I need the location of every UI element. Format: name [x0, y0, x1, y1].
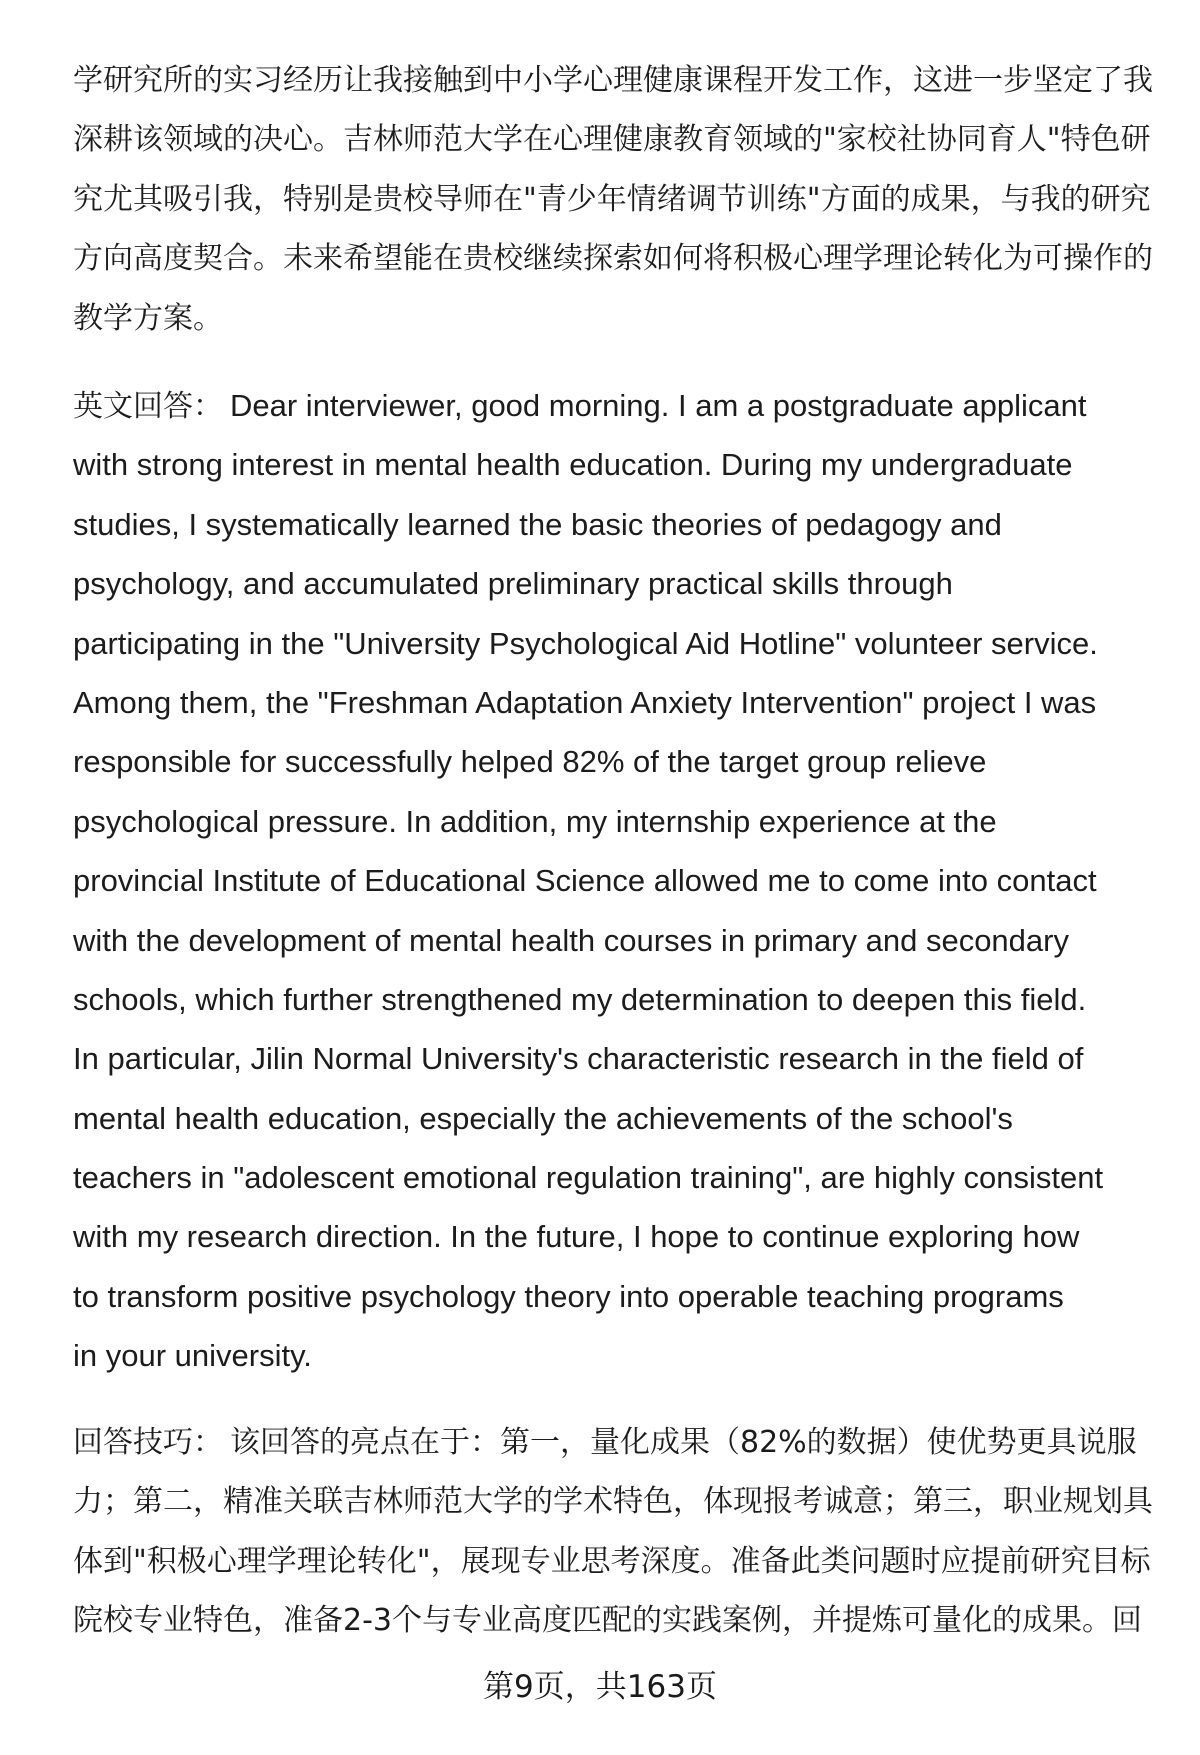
text-line — [73, 376, 1173, 435]
text-line: In particular, Jilin Normal University's characteristic research in the field of — [73, 1041, 1084, 1077]
text-line: with my research direction. In the future, I hope to continue exploring how — [73, 1219, 1080, 1255]
text-line: schools, which further strengthened my determination to deepen this field. — [73, 981, 1087, 1017]
text-line: mental health education, especially the achievements of the school's — [73, 1100, 1013, 1136]
text-line: 方向高度契合。未来希望能在贵校继续探索如何将积极心理学理论转化为可操作的 — [73, 241, 1153, 277]
text-line: 教学方案。 — [73, 300, 223, 336]
text-line: with strong interest in mental health education. During my undergraduate — [73, 447, 1073, 483]
text-line: provincial Institute of Educational Science allowed me to come into contact — [73, 863, 1097, 899]
text-line: 力；第二，精准关联吉林师范大学的学术特色，体现报考诚意；第三，职业规划具 — [73, 1484, 1153, 1520]
text-line: 体到"积极心理学理论转化"，展现专业思考深度。准备此类问题时应提前研究目标 — [73, 1543, 1151, 1579]
text-line: studies, I systematically learned the basic theories of pedagogy and — [73, 506, 1002, 542]
text-line: psychology, and accumulated preliminary practical skills through — [73, 566, 953, 602]
text-line: teachers in "adolescent emotional regulation training", are highly consistent — [73, 1160, 1104, 1196]
text-line: Among them, the "Freshman Adaptation Anxiety Intervention" project I was — [73, 684, 1097, 720]
text-line: participating in the "University Psychological Aid Hotline" volunteer service. — [73, 625, 1098, 661]
text-line: psychological pressure. In addition, my internship experience at the — [73, 803, 997, 839]
text-line: with the development of mental health courses in primary and secondary — [73, 922, 1069, 958]
text-line: 深耕该领域的决心。吉林师范大学在心理健康教育领域的"家校社协同育人"特色研 — [73, 122, 1151, 158]
text-line: 学研究所的实习经历让我接触到中小学心理健康课程开发工作，这进一步坚定了我 — [73, 63, 1153, 98]
text-line: responsible for successfully helped 82% of the target group relieve — [73, 744, 987, 780]
text-line: to transform positive psychology theory into operable teaching programs — [73, 1278, 1064, 1314]
paragraph-chinese-continuation — [73, 51, 1173, 348]
english-answer-label: 英文回答： — [73, 389, 223, 424]
text-line: 院校专业特色，准备2-3个与专业高度匹配的实践案例，并提炼可量化的成果。回 — [73, 1603, 1142, 1639]
answer-tips-label: 回答技巧： — [73, 1425, 223, 1460]
text-line: 究尤其吸引我，特别是贵校导师在"青少年情绪调节训练"方面的成果，与我的研究 — [73, 181, 1151, 217]
page-number-footer: 第9页，共163页 — [483, 1669, 717, 1705]
text-line-content: Dear interviewer, good morning. I am a postgraduate applicant — [230, 388, 1087, 423]
paragraph-answer-tips — [73, 1413, 1173, 1651]
text-line — [73, 1413, 1173, 1472]
text-line: in your university. — [73, 1338, 312, 1374]
paragraph-english-answer — [73, 376, 1173, 1386]
text-line-content: 该回答的亮点在于：第一，量化成果（82%的数据）使优势更具说服 — [230, 1425, 1137, 1460]
